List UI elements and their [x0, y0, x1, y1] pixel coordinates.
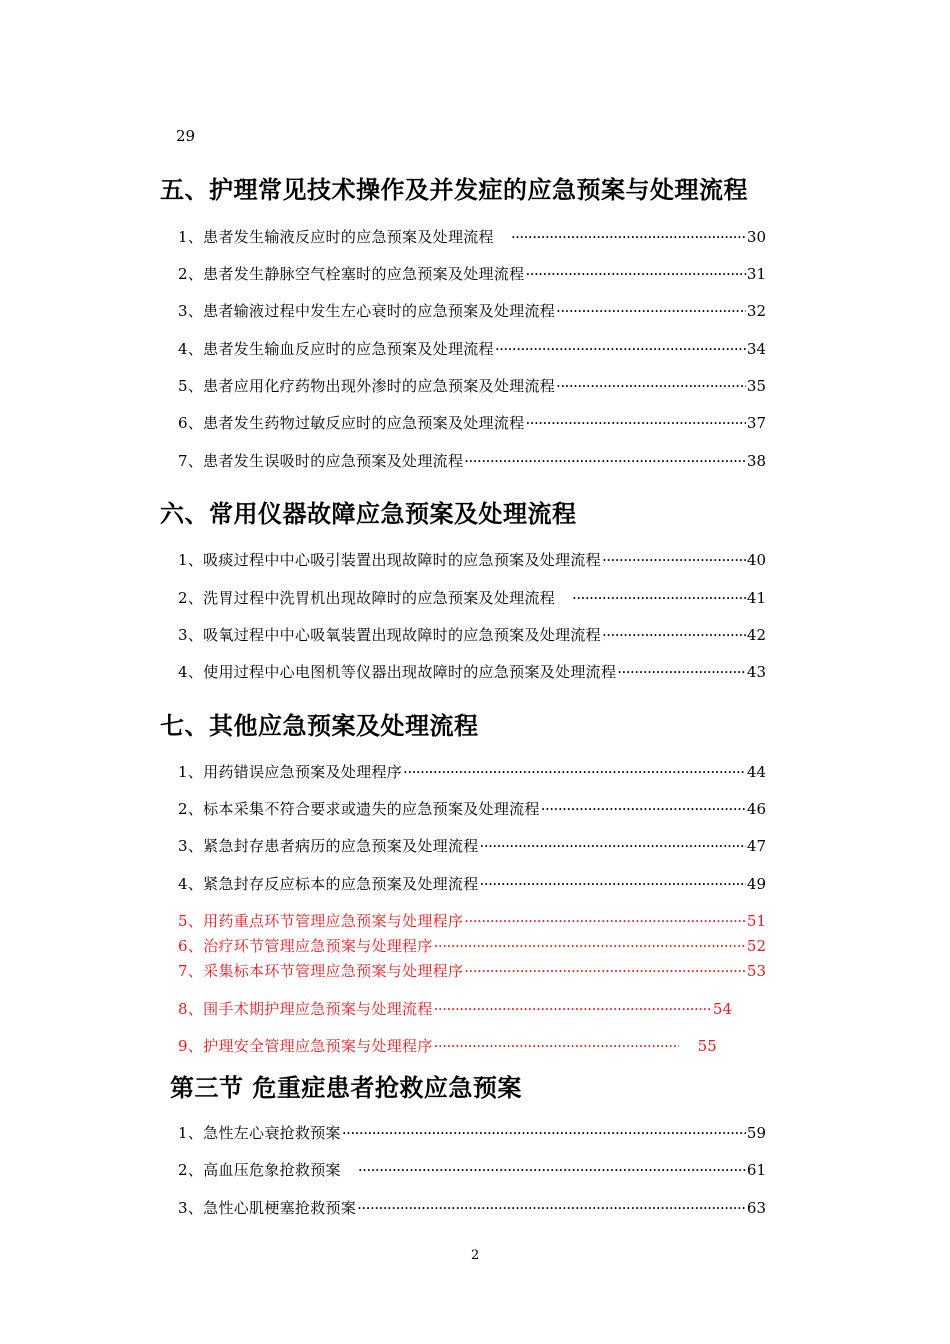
toc-entry-label: 2、标本采集不符合要求或遗失的应急预案及处理流程	[178, 800, 540, 818]
toc-entry-page: 43	[746, 663, 766, 681]
toc-entry[interactable]	[178, 338, 766, 360]
toc-entry[interactable]	[178, 624, 766, 646]
toc-entry-page: 32	[746, 302, 766, 320]
toc-entry[interactable]	[178, 798, 766, 820]
toc-entry-label: 8、围手术期护理应急预案与处理流程	[178, 1000, 433, 1018]
toc-entry-highlighted[interactable]	[178, 1035, 766, 1057]
toc-entry-label: 6、治疗环节管理应急预案与处理程序	[178, 937, 433, 955]
toc-entry-page: 34	[746, 340, 766, 358]
toc-entry-highlighted[interactable]	[178, 998, 732, 1020]
toc-entry[interactable]	[178, 761, 766, 783]
toc-entry-page: 41	[746, 589, 766, 607]
toc-entry[interactable]	[178, 300, 766, 322]
toc-entry-label: 3、紧急封存患者病历的应急预案及处理流程	[178, 837, 479, 855]
toc-entry[interactable]	[178, 587, 766, 609]
section-heading-7: 七、其他应急预案及处理流程	[160, 712, 479, 740]
toc-entry-page: 49	[746, 875, 766, 893]
toc-entry-label: 2、洗胃过程中洗胃机出现故障时的应急预案及处理流程	[178, 589, 556, 607]
toc-entry-page: 59	[746, 1124, 766, 1142]
toc-entry-label: 6、患者发生药物过敏反应时的应急预案及处理流程	[178, 414, 525, 432]
toc-entry-page: 52	[746, 937, 766, 955]
toc-entry-page: 47	[746, 837, 766, 855]
top-page-number: 29	[176, 127, 196, 145]
toc-leader	[525, 414, 745, 432]
toc-entry[interactable]	[178, 226, 766, 248]
toc-leader	[602, 551, 746, 569]
toc-entry-highlighted[interactable]	[178, 910, 766, 932]
toc-leader	[357, 1199, 746, 1217]
toc-entry-label: 4、患者发生输血反应时的应急预案及处理流程	[178, 340, 494, 358]
toc-entry-page: 30	[746, 228, 766, 246]
toc-leader	[602, 626, 746, 644]
toc-entry-page: 35	[746, 377, 766, 395]
toc-entry[interactable]	[178, 549, 766, 571]
toc-leader	[480, 837, 746, 855]
toc-leader	[511, 228, 746, 246]
toc-entry[interactable]	[178, 1159, 766, 1181]
toc-entry-label: 1、急性左心衰抢救预案	[178, 1124, 341, 1142]
toc-entry[interactable]	[178, 873, 766, 895]
section-heading-part3: 第三节 危重症患者抢救应急预案	[170, 1074, 522, 1102]
toc-leader	[525, 265, 745, 283]
toc-leader	[541, 800, 746, 818]
toc-entry-label: 4、使用过程中心电图机等仪器出现故障时的应急预案及处理流程	[178, 663, 617, 681]
toc-leader	[464, 912, 746, 930]
toc-leader	[572, 589, 746, 607]
toc-entry-page: 44	[746, 763, 766, 781]
toc-leader	[403, 763, 746, 781]
toc-entry-label: 3、急性心肌梗塞抢救预案	[178, 1199, 357, 1217]
toc-entry-label: 4、紧急封存反应标本的应急预案及处理流程	[178, 875, 479, 893]
toc-entry-page: 46	[746, 800, 766, 818]
toc-entry-label: 5、用药重点环节管理应急预案与处理程序	[178, 912, 464, 930]
toc-leader	[434, 937, 746, 955]
toc-entry[interactable]	[178, 412, 766, 434]
page-number: 2	[471, 1248, 480, 1263]
toc-entry-page: 40	[746, 551, 766, 569]
toc-leader	[556, 377, 746, 395]
toc-entry-page: 31	[746, 265, 766, 283]
toc-entry-page: 37	[746, 414, 766, 432]
toc-leader	[434, 1000, 712, 1018]
toc-entry-label: 7、采集标本环节管理应急预案与处理程序	[178, 962, 464, 980]
toc-leader	[358, 1161, 746, 1179]
toc-entry[interactable]	[178, 375, 766, 397]
toc-entry[interactable]	[178, 1197, 766, 1219]
toc-leader	[495, 340, 746, 358]
toc-entry-page: 63	[746, 1199, 766, 1217]
toc-leader	[556, 302, 746, 320]
toc-entry-page: 53	[746, 962, 766, 980]
toc-entry-page: 42	[746, 626, 766, 644]
toc-leader	[617, 663, 746, 681]
toc-entry-label: 1、患者发生输液反应时的应急预案及处理流程	[178, 228, 494, 246]
toc-entry-page: 54	[712, 1000, 732, 1018]
toc-entry-label: 7、患者发生误吸时的应急预案及处理流程	[178, 452, 464, 470]
toc-entry-highlighted[interactable]	[178, 960, 766, 982]
toc-entry[interactable]	[178, 263, 766, 285]
toc-entry-label: 2、高血压危象抢救预案	[178, 1161, 341, 1179]
toc-entry-highlighted[interactable]	[178, 935, 766, 957]
toc-leader	[342, 1124, 746, 1142]
section-heading-6: 六、常用仪器故障应急预案及处理流程	[160, 500, 577, 528]
toc-entry[interactable]	[178, 835, 766, 857]
toc-leader	[464, 452, 746, 470]
toc-leader	[480, 875, 746, 893]
toc-entry-page: 38	[746, 452, 766, 470]
toc-entry-page: 61	[746, 1161, 766, 1179]
toc-entry-label: 1、吸痰过程中中心吸引装置出现故障时的应急预案及处理流程	[178, 551, 601, 569]
toc-entry[interactable]	[178, 1122, 766, 1144]
toc-entry-label: 2、患者发生静脉空气栓塞时的应急预案及处理流程	[178, 265, 525, 283]
toc-entry-label: 1、用药错误应急预案及处理程序	[178, 763, 403, 781]
toc-entry-label: 9、护理安全管理应急预案与处理程序	[178, 1037, 433, 1055]
toc-entry[interactable]	[178, 661, 766, 683]
toc-leader	[434, 1037, 679, 1055]
toc-entry-page: 51	[746, 912, 766, 930]
toc-leader	[464, 962, 746, 980]
section-heading-5: 五、护理常见技术操作及并发症的应急预案与处理流程	[160, 176, 748, 204]
toc-entry-label: 3、患者输液过程中发生左心衰时的应急预案及处理流程	[178, 302, 556, 320]
toc-entry-label: 5、患者应用化疗药物出现外渗时的应急预案及处理流程	[178, 377, 556, 395]
toc-entry-label: 3、吸氧过程中中心吸氧装置出现故障时的应急预案及处理流程	[178, 626, 601, 644]
toc-entry-page: 55	[697, 1037, 717, 1055]
toc-entry[interactable]	[178, 450, 766, 472]
